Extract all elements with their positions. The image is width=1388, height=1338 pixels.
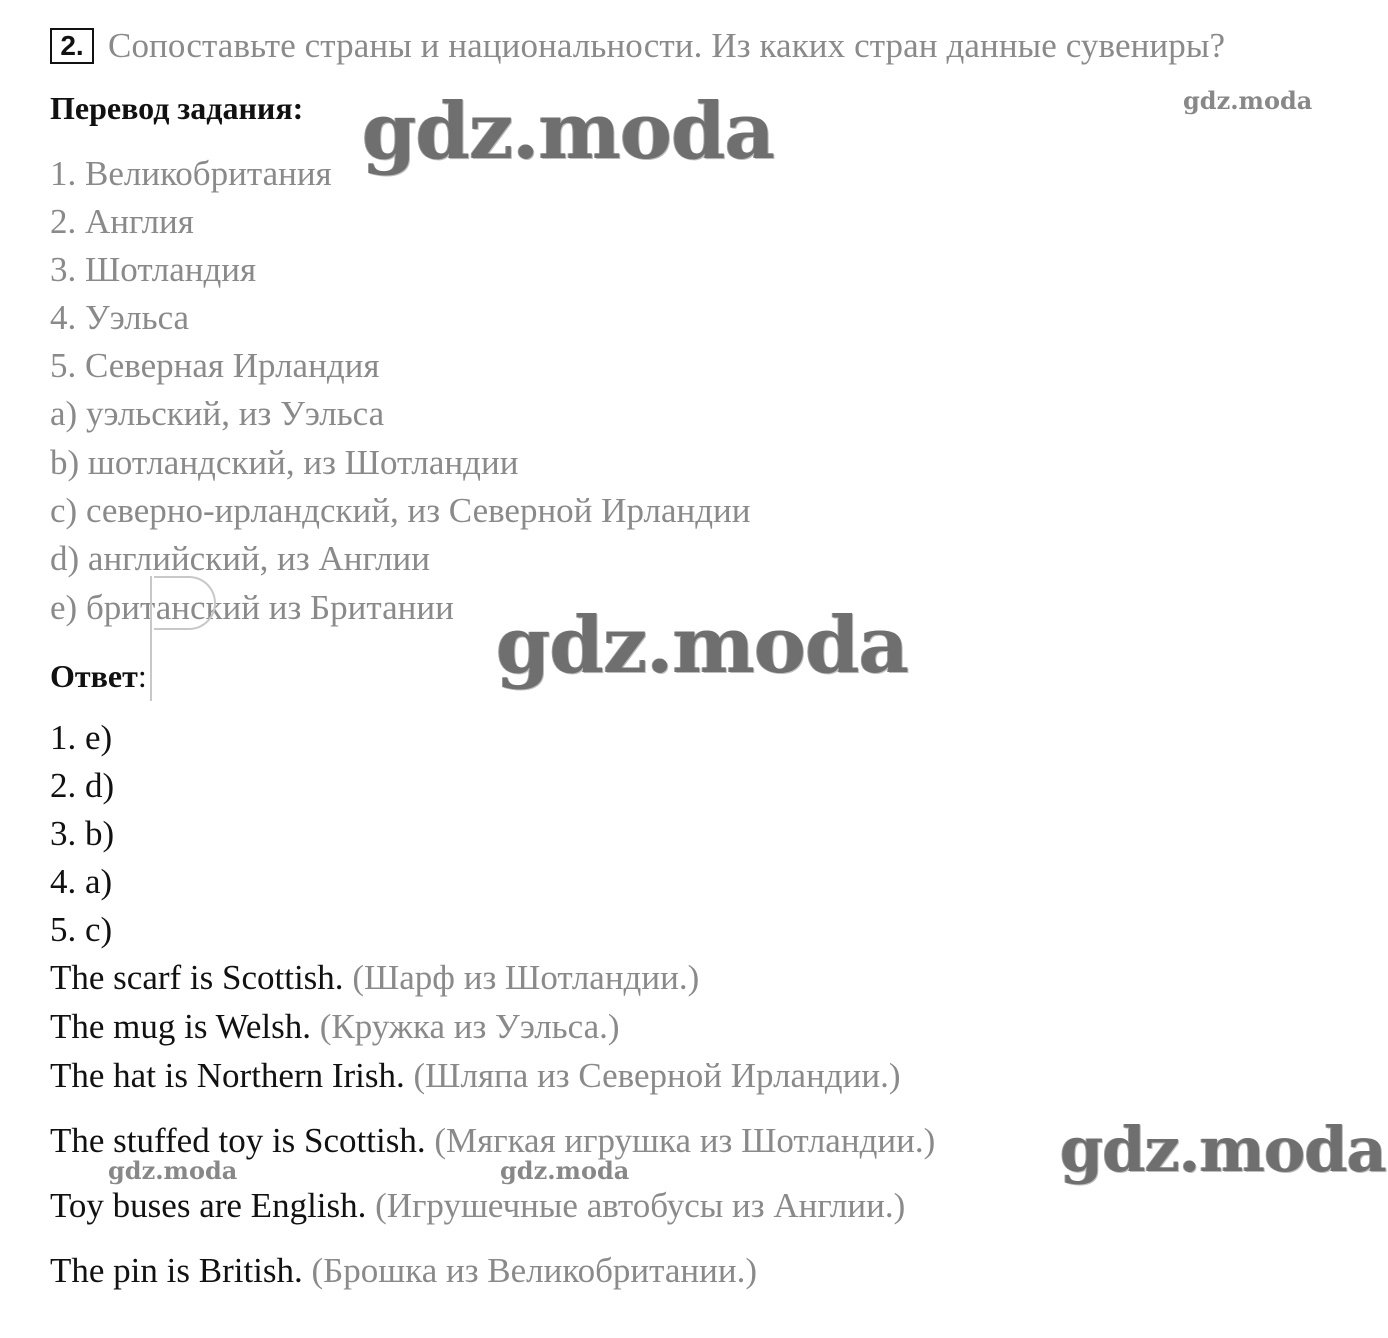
sentence-translation: (Кружка из Уэльса.) xyxy=(319,1007,620,1046)
sentence-translation: (Мягкая игрушка из Шотландии.) xyxy=(434,1121,936,1160)
sentence-english: The scarf is Scottish. xyxy=(50,958,344,997)
translation-line: b) шотландский, из Шотландии xyxy=(50,443,519,482)
translation-line: a) уэльский, из Уэльса xyxy=(50,394,385,433)
watermark: gdz.moda xyxy=(500,1156,630,1185)
answer-sentence xyxy=(50,958,699,998)
translation-line: e) британский из Британии xyxy=(50,588,454,627)
translation-line: 3. Шотландия xyxy=(50,250,257,289)
translation-line: d) английский, из Англии xyxy=(50,539,430,578)
translation-line: 2. Англия xyxy=(50,202,194,241)
watermark: gdz.moda xyxy=(1183,86,1313,115)
sentence-english: The pin is British. xyxy=(50,1251,303,1290)
sentence-english: The stuffed toy is Scottish. xyxy=(50,1121,426,1160)
task-number: 2. xyxy=(50,28,94,64)
answer-sentence xyxy=(50,1056,900,1096)
answer-match: 5. c) xyxy=(50,910,113,949)
sentence-english: The hat is Northern Irish. xyxy=(50,1056,405,1095)
translation-line: 5. Северная Ирландия xyxy=(50,346,380,385)
answer-match: 4. a) xyxy=(50,862,113,901)
watermark: gdz.moda xyxy=(1060,1113,1386,1186)
answer-heading-colon: : xyxy=(137,658,147,694)
task-text: Сопоставьте страны и национальности. Из каких стран данные сувениры? xyxy=(108,26,1226,65)
translation-heading: Перевод задания: xyxy=(50,90,304,126)
faint-logo-mark xyxy=(150,576,272,701)
sentence-translation: (Шарф из Шотландии.) xyxy=(352,958,700,997)
translation-line: c) северно-ирландский, из Северной Ирландии xyxy=(50,491,751,530)
watermark: gdz.moda xyxy=(496,600,909,691)
sentence-translation: (Шляпа из Северной Ирландии.) xyxy=(413,1056,901,1095)
answer-match: 2. d) xyxy=(50,766,115,805)
translation-line: 4. Уэльса xyxy=(50,298,190,337)
sentence-translation: (Игрушечные автобусы из Англии.) xyxy=(375,1186,906,1225)
answer-match: 3. b) xyxy=(50,814,115,853)
answer-match: 1. e) xyxy=(50,718,113,757)
answer-heading-label: Ответ xyxy=(50,658,138,694)
answer-sentence xyxy=(50,1186,905,1226)
answer-heading xyxy=(50,658,147,695)
sentence-english: Toy buses are English. xyxy=(50,1186,367,1225)
sentence-translation: (Брошка из Великобритании.) xyxy=(311,1251,757,1290)
answer-sentence xyxy=(50,1007,620,1047)
watermark: gdz.moda xyxy=(108,1156,238,1185)
answer-sentence xyxy=(50,1251,757,1291)
translation-line: 1. Великобритания xyxy=(50,154,332,193)
sentence-english: The mug is Welsh. xyxy=(50,1007,311,1046)
watermark: gdz.moda xyxy=(362,86,775,177)
answer-sentence xyxy=(50,1121,935,1161)
